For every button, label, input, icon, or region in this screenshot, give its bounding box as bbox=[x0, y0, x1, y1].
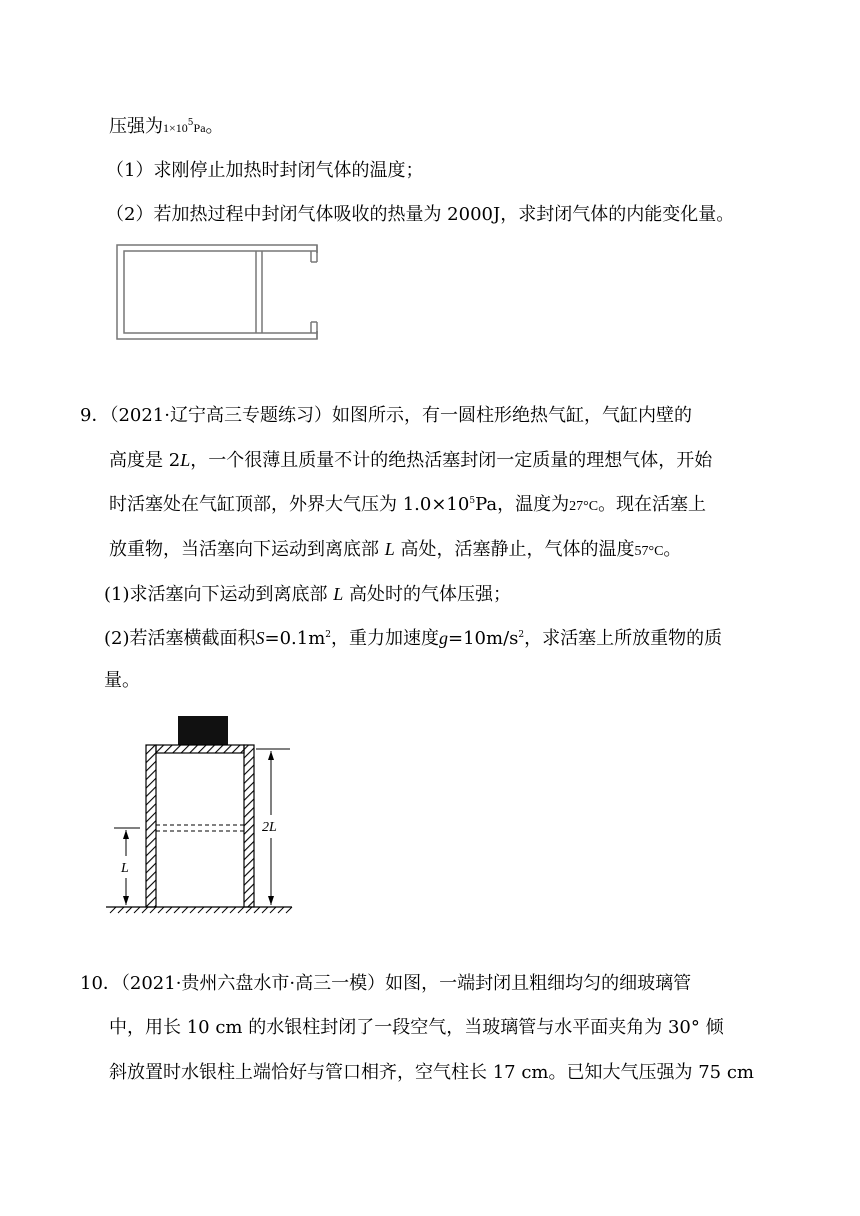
temperature: 27°C bbox=[569, 499, 599, 514]
text: 高处时的气体压强； bbox=[348, 584, 511, 605]
text: ，求活塞上所放重物的质 bbox=[524, 628, 723, 649]
text: 高度是 2 bbox=[109, 450, 181, 471]
pressure-value: 1×10 bbox=[163, 121, 188, 135]
label-L: L bbox=[121, 861, 129, 876]
symbol-L: L bbox=[384, 539, 395, 559]
label-2L: 2L bbox=[262, 820, 277, 835]
symbol-g: g bbox=[439, 628, 449, 648]
p8-question-2: （2）若加热过程中封闭气体吸收的热量为 2000J，求封闭气体的内能变化量。 bbox=[106, 204, 735, 225]
superscript: 2 bbox=[325, 630, 332, 640]
text: =0.1m bbox=[264, 628, 326, 649]
superscript: 5 bbox=[187, 118, 194, 128]
weight-block bbox=[178, 716, 228, 745]
text: 放重物，当活塞向下运动到离底部 bbox=[109, 539, 379, 560]
text: 。 bbox=[663, 539, 682, 560]
text: 压强为 bbox=[109, 116, 163, 137]
p8-question-1: （1）求刚停止加热时封闭气体的温度； bbox=[106, 160, 424, 181]
left-wall bbox=[146, 745, 156, 907]
right-wall bbox=[244, 745, 254, 907]
symbol-S: S bbox=[255, 628, 265, 648]
p10-line-2: 中，用长 10 cm 的水银柱封闭了一段空气，当玻璃管与水平面夹角为 30° 倾 bbox=[109, 1017, 724, 1038]
text: (1)求活塞向下运动到离底部 bbox=[104, 584, 328, 605]
p9-heading: 9．（2021·辽宁高三专题练习）如图所示，有一圆柱形绝热气缸，气缸内壁的 bbox=[80, 405, 692, 426]
p10-line-3: 斜放置时水银柱上端恰好与管口相齐，空气柱长 17 cm。已知大气压强为 75 cm bbox=[109, 1062, 754, 1083]
text: 。现在活塞上 bbox=[598, 494, 707, 515]
temperature: 57°C bbox=[634, 544, 664, 559]
p9-question-2-cont: 量。 bbox=[104, 670, 140, 691]
text: 高处，活塞静止，气体的温度 bbox=[400, 539, 635, 560]
text: (2)若活塞横截面积 bbox=[104, 628, 256, 649]
text: =10m/s bbox=[448, 628, 519, 649]
text: Pa，温度为 bbox=[475, 494, 570, 515]
text: 。 bbox=[205, 116, 224, 137]
p10-heading: 10．（2021·贵州六盘水市·高三一模）如图，一端封闭且粗细均匀的细玻璃管 bbox=[80, 973, 692, 994]
text: ，一个很薄且质量不计的绝热活塞封闭一定质量的理想气体，开始 bbox=[190, 450, 713, 471]
piston bbox=[156, 745, 244, 753]
unit: Pa bbox=[193, 121, 206, 135]
text: 时活塞处在气缸顶部，外界大气压为 1.0×10 bbox=[109, 494, 470, 515]
text: ，重力加速度 bbox=[331, 628, 440, 649]
symbol-L: L bbox=[333, 584, 344, 604]
symbol-L: L bbox=[180, 450, 191, 470]
superscript: 2 bbox=[518, 630, 525, 640]
superscript: 5 bbox=[469, 496, 476, 506]
